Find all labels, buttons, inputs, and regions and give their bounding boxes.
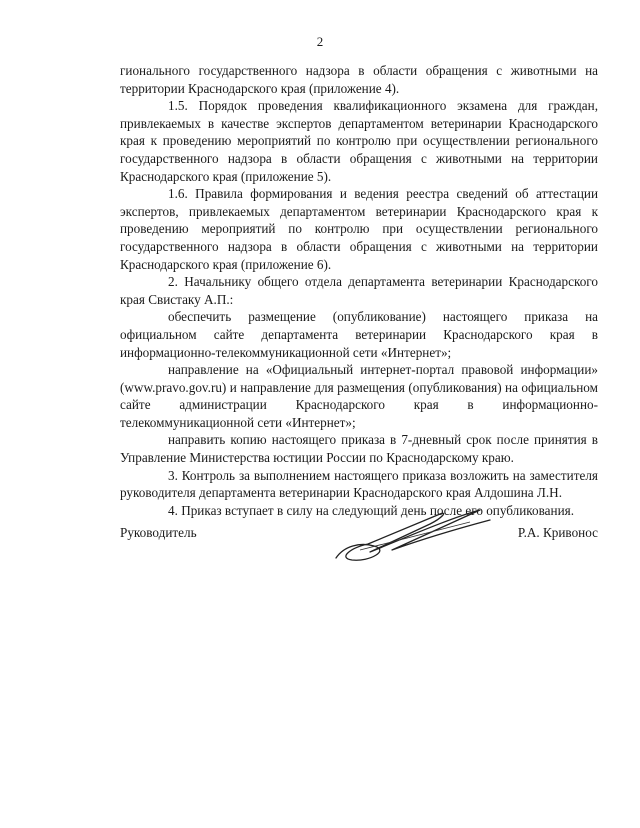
paragraph-2: 2. Начальнику общего отдела департамента ветеринарии Краснодарского края Свистаку А.П.: [120, 274, 598, 307]
paragraph-1-5: 1.5. Порядок проведения квалификационного экзамена для граждан, привлекаемых в качестве экспертов департаментом ветеринарии Краснодарского края к проведению мероприятий по контролю при осуществлении регионального государственного надзора в области обращения с животными на территории Краснодарского края (приложение 5). [120, 98, 598, 184]
signatory-title: Руководитель [120, 525, 197, 540]
paragraph-4: 4. Приказ вступает в силу на следующий день после его опубликования. [168, 502, 575, 518]
paragraph-2-justice-copy: направить копию настоящего приказа в 7-дневный срок после принятия в Управление Министерства юстиции России по Краснодарскому краю. [120, 432, 598, 466]
paragraph-3: 3. Контроль за выполнением настоящего приказа возложить на заместителя руководителя департамента ветеринарии Краснодарского края Алдошина Л.Н. [120, 467, 598, 501]
paragraph-1-6: 1.6. Правила формирования и ведения реестра сведений об аттестации экспертов, привлекаемых департаментом ветеринарии Краснодарского края к проведению мероприятий по контролю при осуществлении регионального государственного надзора в области обращения с животными на территории Краснодарского края (приложение 6). [120, 186, 598, 272]
signatory-name: Р.А. Кривонос [517, 525, 598, 540]
paragraph-appendix-4-tail: гионального государственного надзора в области обращения с животными на территории Краснодарского края (приложение 4). [120, 63, 598, 96]
paragraph-2-legal-portal: направление на «Официальный интернет-портал правовой информации» (www.pravo.gov.ru) и направление для размещения (опубликования) на официальном сайте администрации Краснодарского края в информационно-телекоммуникационной сети «Интернет»; [120, 362, 598, 430]
signature-block [120, 520, 598, 580]
paragraph-2-publish-site: обеспечить размещение (опубликование) настоящего приказа на официальном сайте департамента ветеринарии Краснодарского края в информационно-телекоммуникационной сети «Интернет»; [120, 309, 598, 360]
document-body [120, 62, 598, 519]
page-number: 2 [316, 34, 324, 49]
handwritten-signature [330, 506, 500, 568]
